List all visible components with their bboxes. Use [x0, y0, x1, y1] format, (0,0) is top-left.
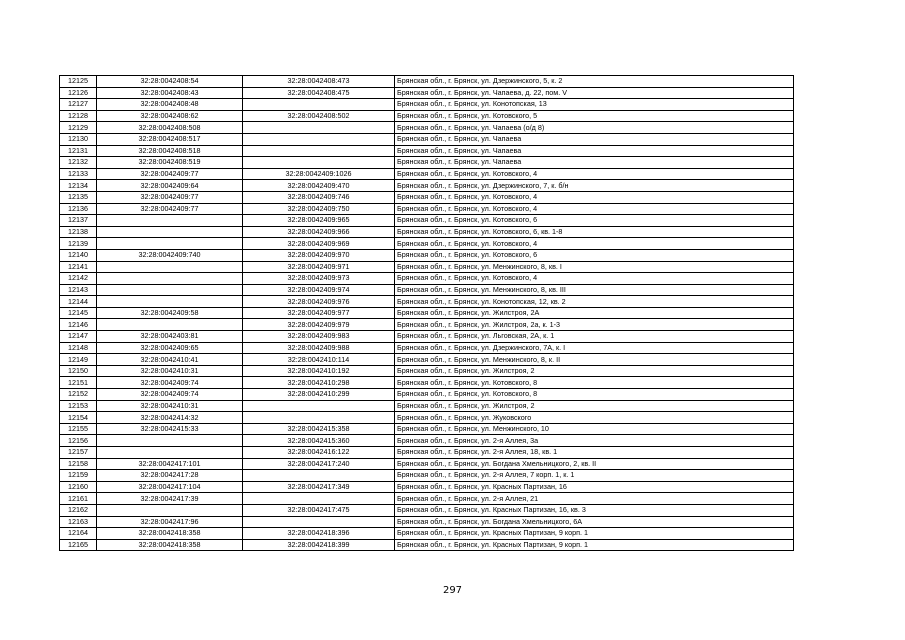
address-cell: Брянская обл., г. Брянск, ул. 2-я Аллея, 7 корп. 1, к. 1 — [395, 470, 794, 482]
row-number-cell: 12162 — [60, 504, 97, 516]
table-row — [60, 504, 794, 516]
address-cell: Брянская обл., г. Брянск, ул. Жилстроя, 2 — [395, 365, 794, 377]
object-cadastral-number-cell: 32:28:0042409:983 — [243, 331, 395, 343]
object-cadastral-number-cell: 32:28:0042408:475 — [243, 87, 395, 99]
row-number-cell: 12138 — [60, 226, 97, 238]
address-cell: Брянская обл., г. Брянск, ул. Котовского, 6 — [395, 249, 794, 261]
object-cadastral-number-cell — [243, 157, 395, 169]
object-cadastral-number-cell: 32:28:0042418:399 — [243, 539, 395, 551]
object-cadastral-number-cell: 32:28:0042415:360 — [243, 435, 395, 447]
object-cadastral-number-cell: 32:28:0042409:746 — [243, 191, 395, 203]
object-cadastral-number-cell: 32:28:0042409:966 — [243, 226, 395, 238]
table-row — [60, 354, 794, 366]
address-cell: Брянская обл., г. Брянск, ул. Менжинского, 10 — [395, 423, 794, 435]
address-cell: Брянская обл., г. Брянск, ул. Жилстроя, 2а, к. 1-3 — [395, 319, 794, 331]
land-cadastral-number-cell — [97, 273, 243, 285]
row-number-cell: 12146 — [60, 319, 97, 331]
table-row — [60, 470, 794, 482]
table-row — [60, 203, 794, 215]
address-cell: Брянская обл., г. Брянск, ул. Конотопская, 13 — [395, 99, 794, 111]
land-cadastral-number-cell: 32:28:0042408:517 — [97, 133, 243, 145]
object-cadastral-number-cell — [243, 470, 395, 482]
land-cadastral-number-cell: 32:28:0042410:31 — [97, 365, 243, 377]
row-number-cell: 12145 — [60, 307, 97, 319]
address-cell: Брянская обл., г. Брянск, ул. Менжинского, 8, к. II — [395, 354, 794, 366]
object-cadastral-number-cell: 32:28:0042409:979 — [243, 319, 395, 331]
object-cadastral-number-cell: 32:28:0042410:298 — [243, 377, 395, 389]
row-number-cell: 12135 — [60, 191, 97, 203]
object-cadastral-number-cell: 32:28:0042409:1026 — [243, 168, 395, 180]
row-number-cell: 12127 — [60, 99, 97, 111]
land-cadastral-number-cell: 32:28:0042417:104 — [97, 481, 243, 493]
table-row — [60, 99, 794, 111]
row-number-cell: 12147 — [60, 331, 97, 343]
land-cadastral-number-cell: 32:28:0042418:358 — [97, 528, 243, 540]
table-row — [60, 249, 794, 261]
land-cadastral-number-cell: 32:28:0042414:32 — [97, 412, 243, 424]
land-cadastral-number-cell: 32:28:0042408:54 — [97, 76, 243, 88]
table-row — [60, 389, 794, 401]
row-number-cell: 12163 — [60, 516, 97, 528]
address-cell: Брянская обл., г. Брянск, ул. Менжинского, 8, кв. I — [395, 261, 794, 273]
table-row — [60, 145, 794, 157]
row-number-cell: 12150 — [60, 365, 97, 377]
address-cell: Брянская обл., г. Брянск, ул. Красных Партизан, 16, кв. 3 — [395, 504, 794, 516]
row-number-cell: 12139 — [60, 238, 97, 250]
object-cadastral-number-cell: 32:28:0042409:988 — [243, 342, 395, 354]
land-cadastral-number-cell — [97, 284, 243, 296]
row-number-cell: 12133 — [60, 168, 97, 180]
land-cadastral-number-cell: 32:28:0042418:358 — [97, 539, 243, 551]
table-row — [60, 133, 794, 145]
address-cell: Брянская обл., г. Брянск, ул. Чапаева — [395, 145, 794, 157]
row-number-cell: 12130 — [60, 133, 97, 145]
land-cadastral-number-cell: 32:28:0042409:64 — [97, 180, 243, 192]
land-cadastral-number-cell — [97, 296, 243, 308]
row-number-cell: 12132 — [60, 157, 97, 169]
object-cadastral-number-cell: 32:28:0042416:122 — [243, 447, 395, 459]
land-cadastral-number-cell: 32:28:0042409:74 — [97, 377, 243, 389]
row-number-cell: 12144 — [60, 296, 97, 308]
land-cadastral-number-cell — [97, 504, 243, 516]
land-cadastral-number-cell: 32:28:0042403:81 — [97, 331, 243, 343]
object-cadastral-number-cell: 32:28:0042409:971 — [243, 261, 395, 273]
land-cadastral-number-cell: 32:28:0042410:41 — [97, 354, 243, 366]
land-cadastral-number-cell — [97, 435, 243, 447]
address-cell: Брянская обл., г. Брянск, ул. Дзержинского, 7, к. б/н — [395, 180, 794, 192]
table-row — [60, 423, 794, 435]
address-cell: Брянская обл., г. Брянск, ул. Котовского, 6, кв. 1-8 — [395, 226, 794, 238]
object-cadastral-number-cell: 32:28:0042409:965 — [243, 215, 395, 227]
row-number-cell: 12151 — [60, 377, 97, 389]
row-number-cell: 12149 — [60, 354, 97, 366]
register-table-body — [60, 76, 794, 551]
table-row — [60, 319, 794, 331]
row-number-cell: 12154 — [60, 412, 97, 424]
row-number-cell: 12160 — [60, 481, 97, 493]
address-cell: Брянская обл., г. Брянск, ул. Котовского, 8 — [395, 389, 794, 401]
address-cell: Брянская обл., г. Брянск, ул. Чапаева (о/д 8) — [395, 122, 794, 134]
object-cadastral-number-cell: 32:28:0042418:396 — [243, 528, 395, 540]
address-cell: Брянская обл., г. Брянск, ул. Котовского, 6 — [395, 215, 794, 227]
object-cadastral-number-cell: 32:28:0042410:114 — [243, 354, 395, 366]
address-cell: Брянская обл., г. Брянск, ул. Богдана Хмельницкого, 2, кв. II — [395, 458, 794, 470]
table-row — [60, 215, 794, 227]
address-cell: Брянская обл., г. Брянск, ул. Красных Партизан, 9 корп. 1 — [395, 528, 794, 540]
table-row — [60, 261, 794, 273]
table-row — [60, 481, 794, 493]
object-cadastral-number-cell: 32:28:0042409:470 — [243, 180, 395, 192]
land-cadastral-number-cell — [97, 238, 243, 250]
address-cell: Брянская обл., г. Брянск, ул. 2-я Аллея, 21 — [395, 493, 794, 505]
land-cadastral-number-cell: 32:28:0042408:508 — [97, 122, 243, 134]
row-number-cell: 12159 — [60, 470, 97, 482]
row-number-cell: 12143 — [60, 284, 97, 296]
land-cadastral-number-cell: 32:28:0042408:62 — [97, 110, 243, 122]
object-cadastral-number-cell: 32:28:0042417:349 — [243, 481, 395, 493]
table-row — [60, 539, 794, 551]
land-cadastral-number-cell: 32:28:0042409:65 — [97, 342, 243, 354]
row-number-cell: 12125 — [60, 76, 97, 88]
land-cadastral-number-cell — [97, 447, 243, 459]
object-cadastral-number-cell — [243, 122, 395, 134]
table-row — [60, 307, 794, 319]
table-row — [60, 458, 794, 470]
land-cadastral-number-cell: 32:28:0042409:58 — [97, 307, 243, 319]
table-row — [60, 87, 794, 99]
land-cadastral-number-cell — [97, 319, 243, 331]
land-cadastral-number-cell: 32:28:0042417:28 — [97, 470, 243, 482]
table-row — [60, 528, 794, 540]
object-cadastral-number-cell: 32:28:0042408:502 — [243, 110, 395, 122]
address-cell: Брянская обл., г. Брянск, ул. Котовского, 4 — [395, 203, 794, 215]
land-cadastral-number-cell: 32:28:0042410:31 — [97, 400, 243, 412]
row-number-cell: 12165 — [60, 539, 97, 551]
address-cell: Брянская обл., г. Брянск, ул. Чапаева — [395, 157, 794, 169]
object-cadastral-number-cell — [243, 99, 395, 111]
row-number-cell: 12155 — [60, 423, 97, 435]
land-cadastral-number-cell: 32:28:0042409:77 — [97, 203, 243, 215]
object-cadastral-number-cell: 32:28:0042409:970 — [243, 249, 395, 261]
address-cell: Брянская обл., г. Брянск, ул. Чапаева, д. 22, пом. V — [395, 87, 794, 99]
address-cell: Брянская обл., г. Брянск, ул. 2-я Аллея, 18, кв. 1 — [395, 447, 794, 459]
address-cell: Брянская обл., г. Брянск, ул. Котовского, 8 — [395, 377, 794, 389]
object-cadastral-number-cell: 32:28:0042415:358 — [243, 423, 395, 435]
table-row — [60, 493, 794, 505]
address-cell: Брянская обл., г. Брянск, ул. Котовского, 4 — [395, 168, 794, 180]
table-row — [60, 331, 794, 343]
table-row — [60, 447, 794, 459]
table-row — [60, 516, 794, 528]
table-row — [60, 273, 794, 285]
row-number-cell: 12152 — [60, 389, 97, 401]
object-cadastral-number-cell: 32:28:0042409:977 — [243, 307, 395, 319]
row-number-cell: 12142 — [60, 273, 97, 285]
address-cell: Брянская обл., г. Брянск, ул. Менжинского, 8, кв. III — [395, 284, 794, 296]
row-number-cell: 12128 — [60, 110, 97, 122]
object-cadastral-number-cell — [243, 133, 395, 145]
land-cadastral-number-cell: 32:28:0042409:74 — [97, 389, 243, 401]
object-cadastral-number-cell: 32:28:0042410:192 — [243, 365, 395, 377]
table-row — [60, 342, 794, 354]
row-number-cell: 12156 — [60, 435, 97, 447]
table-row — [60, 226, 794, 238]
object-cadastral-number-cell — [243, 400, 395, 412]
land-cadastral-number-cell: 32:28:0042417:101 — [97, 458, 243, 470]
row-number-cell: 12140 — [60, 249, 97, 261]
row-number-cell: 12148 — [60, 342, 97, 354]
page-number: 297 — [442, 585, 463, 596]
address-cell: Брянская обл., г. Брянск, ул. Красных Партизан, 9 корп. 1 — [395, 539, 794, 551]
land-cadastral-number-cell — [97, 215, 243, 227]
table-row — [60, 168, 794, 180]
row-number-cell: 12136 — [60, 203, 97, 215]
object-cadastral-number-cell — [243, 145, 395, 157]
table-row — [60, 377, 794, 389]
address-cell: Брянская обл., г. Брянск, ул. Жуковского — [395, 412, 794, 424]
object-cadastral-number-cell: 32:28:0042409:750 — [243, 203, 395, 215]
object-cadastral-number-cell: 32:28:0042410:299 — [243, 389, 395, 401]
address-cell: Брянская обл., г. Брянск, ул. Жилстроя, 2А — [395, 307, 794, 319]
land-cadastral-number-cell: 32:28:0042409:77 — [97, 191, 243, 203]
land-cadastral-number-cell: 32:28:0042415:33 — [97, 423, 243, 435]
land-cadastral-number-cell: 32:28:0042408:43 — [97, 87, 243, 99]
object-cadastral-number-cell: 32:28:0042409:969 — [243, 238, 395, 250]
table-row — [60, 157, 794, 169]
address-cell: Брянская обл., г. Брянск, ул. Красных Партизан, 16 — [395, 481, 794, 493]
address-cell: Брянская обл., г. Брянск, ул. Богдана Хмельницкого, 6А — [395, 516, 794, 528]
table-row — [60, 76, 794, 88]
table-row — [60, 180, 794, 192]
object-cadastral-number-cell: 32:28:0042408:473 — [243, 76, 395, 88]
row-number-cell: 12137 — [60, 215, 97, 227]
table-row — [60, 400, 794, 412]
table-row — [60, 122, 794, 134]
table-row — [60, 284, 794, 296]
row-number-cell: 12141 — [60, 261, 97, 273]
table-row — [60, 435, 794, 447]
register-table — [59, 75, 794, 551]
address-cell: Брянская обл., г. Брянск, ул. Котовского, 5 — [395, 110, 794, 122]
land-cadastral-number-cell — [97, 261, 243, 273]
table-row — [60, 238, 794, 250]
object-cadastral-number-cell: 32:28:0042417:475 — [243, 504, 395, 516]
row-number-cell: 12158 — [60, 458, 97, 470]
address-cell: Брянская обл., г. Брянск, ул. Дзержинского, 5, к. 2 — [395, 76, 794, 88]
land-cadastral-number-cell: 32:28:0042408:519 — [97, 157, 243, 169]
table-row — [60, 110, 794, 122]
row-number-cell: 12129 — [60, 122, 97, 134]
land-cadastral-number-cell: 32:28:0042417:39 — [97, 493, 243, 505]
address-cell: Брянская обл., г. Брянск, ул. Чапаева — [395, 133, 794, 145]
row-number-cell: 12134 — [60, 180, 97, 192]
address-cell: Брянская обл., г. Брянск, ул. Льговская, 2А, к. 1 — [395, 331, 794, 343]
land-cadastral-number-cell: 32:28:0042408:48 — [97, 99, 243, 111]
object-cadastral-number-cell — [243, 493, 395, 505]
table-row — [60, 365, 794, 377]
object-cadastral-number-cell: 32:28:0042409:976 — [243, 296, 395, 308]
address-cell: Брянская обл., г. Брянск, ул. Котовского, 4 — [395, 273, 794, 285]
row-number-cell: 12153 — [60, 400, 97, 412]
object-cadastral-number-cell: 32:28:0042409:974 — [243, 284, 395, 296]
land-cadastral-number-cell: 32:28:0042409:740 — [97, 249, 243, 261]
address-cell: Брянская обл., г. Брянск, ул. Котовского, 4 — [395, 191, 794, 203]
object-cadastral-number-cell — [243, 412, 395, 424]
row-number-cell: 12164 — [60, 528, 97, 540]
row-number-cell: 12131 — [60, 145, 97, 157]
object-cadastral-number-cell — [243, 516, 395, 528]
address-cell: Брянская обл., г. Брянск, ул. Жилстроя, 2 — [395, 400, 794, 412]
table-row — [60, 296, 794, 308]
object-cadastral-number-cell: 32:28:0042417:240 — [243, 458, 395, 470]
land-cadastral-number-cell: 32:28:0042417:96 — [97, 516, 243, 528]
table-row — [60, 412, 794, 424]
land-cadastral-number-cell: 32:28:0042409:77 — [97, 168, 243, 180]
row-number-cell: 12157 — [60, 447, 97, 459]
land-cadastral-number-cell: 32:28:0042408:518 — [97, 145, 243, 157]
address-cell: Брянская обл., г. Брянск, ул. 2-я Аллея, 3а — [395, 435, 794, 447]
address-cell: Брянская обл., г. Брянск, ул. Дзержинского, 7А, к. I — [395, 342, 794, 354]
table-row — [60, 191, 794, 203]
address-cell: Брянская обл., г. Брянск, ул. Котовского, 4 — [395, 238, 794, 250]
row-number-cell: 12126 — [60, 87, 97, 99]
land-cadastral-number-cell — [97, 226, 243, 238]
row-number-cell: 12161 — [60, 493, 97, 505]
object-cadastral-number-cell: 32:28:0042409:973 — [243, 273, 395, 285]
address-cell: Брянская обл., г. Брянск, ул. Конотопская, 12, кв. 2 — [395, 296, 794, 308]
